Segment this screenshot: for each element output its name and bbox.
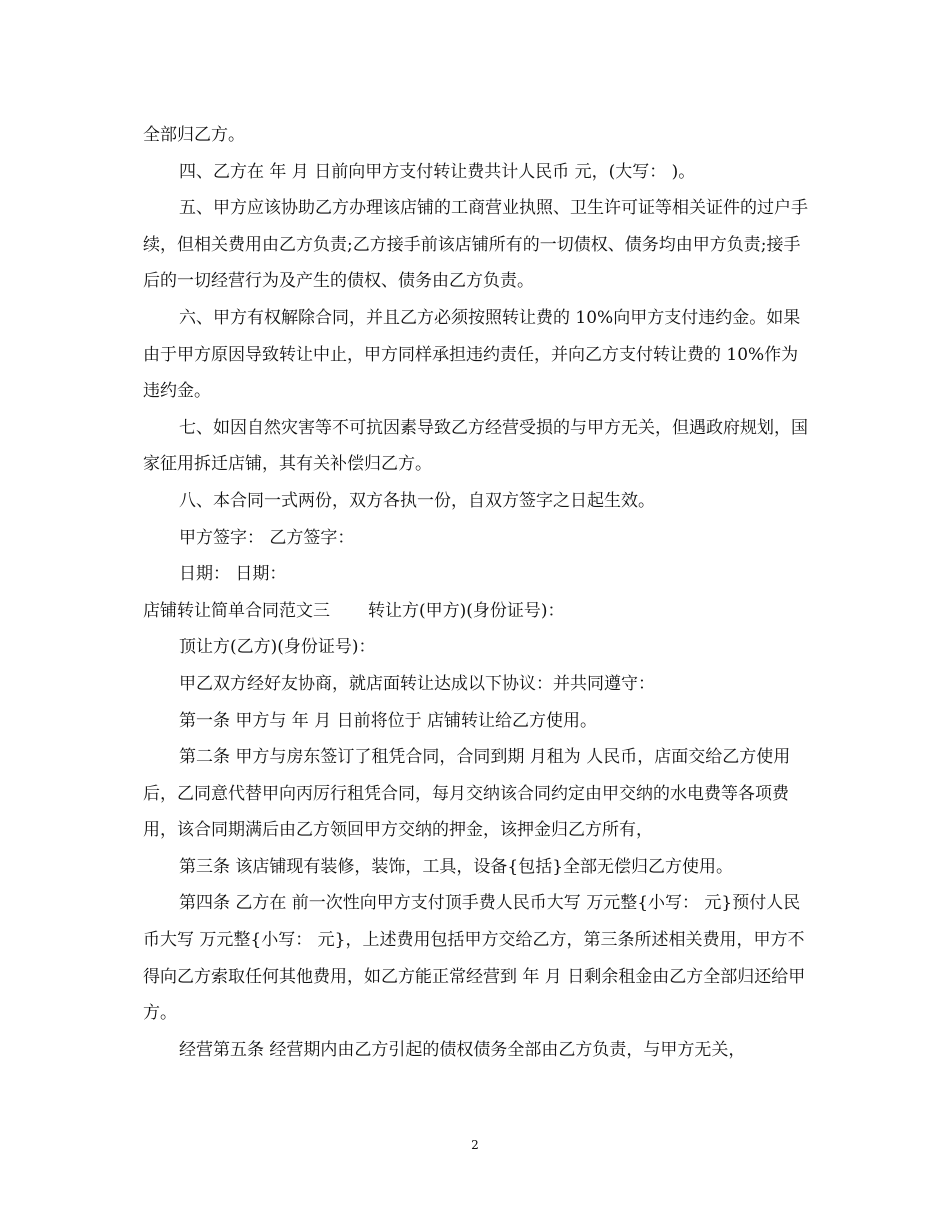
article-1: 第一条 甲方与 年 月 日前将位于 店铺转让给乙方使用。	[179, 710, 598, 731]
paragraph-intro: 甲乙双方经好友协商，就店面转让达成以下协议：并共同遵守：	[179, 673, 655, 694]
paragraph-clause-6: 六、甲方有权解除合同，并且乙方必须按照转让费的 10%向甲方支付违约金。如果由于甲方原因导致转让中止，甲方同样承担违约责任，并向乙方支付转让费的 10%作为违约金。	[143, 307, 801, 402]
paragraph-clause-8: 八、本合同一式两份，双方各执一份，自双方签字之日起生效。	[179, 490, 655, 511]
paragraph-continuation: 全部归乙方。	[143, 125, 245, 145]
article-3: 第三条 该店铺现有装修，装饰，工具，设备{包括}全部无偿归乙方使用。	[179, 856, 734, 877]
article-5: 经营第五条 经营期内由乙方引起的债权债务全部由乙方负责，与甲方无关，	[179, 1039, 746, 1060]
paragraph-clause-7: 七、如因自然灾害等不可抗因素导致乙方经营受损的与甲方无关，但遇政府规划，国家征用拆迁店铺，其有关补偿归乙方。	[143, 417, 808, 475]
article-4: 第四条 乙方在 前一次性向甲方支付顶手费人民币大写 万元整{小写： 元}预付人民币大写 万元整{小写： 元}，上述费用包括甲方交给乙方，第三条所述相关费用，甲方不得向乙方索取任何其他费用，如乙方能正常经营到 年 月 日剩余租金由乙方全部归还给甲方。	[143, 893, 806, 1024]
paragraph-clause-4: 四、乙方在 年 月 日前向甲方支付转让费共计人民币 元，(大写： )。	[179, 161, 696, 182]
paragraph-clause-5: 五、甲方应该协助乙方办理该店铺的工商营业执照、卫生许可证等相关证件的过户手续，但相关费用由乙方负责;乙方接手前该店铺所有的一切债权、债务均由甲方负责;接手后的一切经营行为及产生的债权、债务由乙方负责。	[143, 198, 808, 292]
date-line: 日期： 日期：	[179, 564, 287, 585]
section-heading-line	[143, 593, 813, 630]
transferor-label: 转让方(甲方)(身份证号)：	[368, 600, 565, 621]
article-2: 第二条 甲方与房东签订了租凭合同，合同到期 月租为 人民币，店面交给乙方使用后，乙同意代替甲向丙厉行租凭合同，每月交纳该合同约定由甲交纳的水电费等各项费用，该合同期满后由乙方领回甲方交纳的押金，该押金归乙方所有，	[143, 747, 791, 841]
page-number: 2	[471, 1138, 479, 1152]
transferee-label: 顶让方(乙方)(身份证号)：	[179, 637, 376, 658]
document-body	[143, 117, 813, 1068]
section-title: 店铺转让简单合同范文三	[143, 600, 330, 621]
signature-line: 甲方签字： 乙方签字：	[179, 527, 355, 548]
